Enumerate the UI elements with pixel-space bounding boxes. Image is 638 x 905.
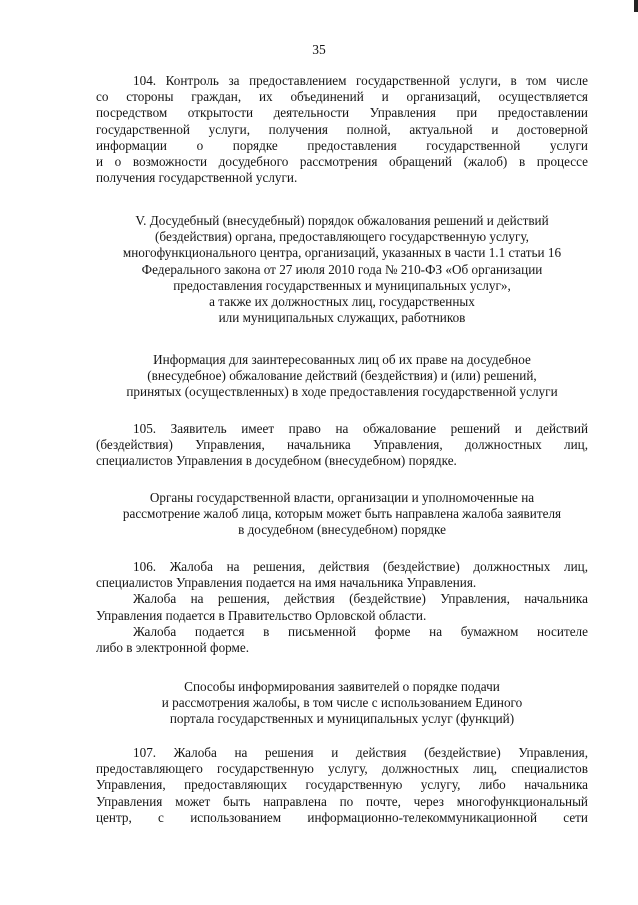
page-number: 35 xyxy=(312,42,326,57)
heading-line: многофункционального центра, организаций, указанных в части 1.1 статьи 16 xyxy=(122,245,562,261)
heading-line: и рассмотрения жалобы, в том числе с использованием Единого xyxy=(161,695,523,711)
info-heading xyxy=(96,352,588,401)
text-line: информации о порядке предоставления государственной услуги xyxy=(96,137,588,153)
heading-line: Органы государственной власти, организации и уполномоченные на xyxy=(149,490,535,505)
text-line: специалистов Управления в досудебном (внесудебном) порядке. xyxy=(96,453,457,469)
paragraph-105 xyxy=(96,421,588,470)
heading-line: Информация для заинтересованных лиц об их праве на досудебное xyxy=(153,352,531,367)
heading-line: а также их должностных лиц, государственных xyxy=(209,293,475,309)
text-line: получения государственной услуги. xyxy=(96,170,298,186)
paragraph-106 xyxy=(96,559,588,656)
heading-line: в досудебном (внесудебном) порядке xyxy=(238,522,446,538)
heading-line: предоставления государственных и муниципальных услуг», xyxy=(173,277,511,293)
methods-heading xyxy=(96,679,588,728)
text-line: и о возможности досудебного рассмотрения обращений (жалоб) в процессе xyxy=(96,153,588,169)
scan-artifact xyxy=(634,0,638,12)
heading-line: (внесудебное) обжалование действий (бездействия) и (или) решений, xyxy=(147,368,537,384)
text-line: Управления подается в Правительство Орловской области. xyxy=(96,607,427,623)
heading-line: (бездействия) органа, предоставляющего государственную услугу, xyxy=(155,229,529,245)
text-line: 105. Заявитель имеет право на обжалование решений и действий xyxy=(133,421,588,436)
text-line: 104. Контроль за предоставлением государственной услуги, в том числе xyxy=(133,73,588,88)
text-line: предоставляющего государственную услугу, должностных лиц, специалистов xyxy=(96,761,588,777)
heading-line: или муниципальных служащих, работников xyxy=(218,310,466,326)
heading-line: Способы информирования заявителей о порядке подачи xyxy=(184,679,500,694)
text-line: Жалоба подается в письменной форме на бумажном носителе xyxy=(133,623,588,639)
text-line: (бездействия) Управления, начальника Управления, должностных лиц, xyxy=(96,437,588,453)
paragraph-107 xyxy=(96,745,588,826)
heading-line: рассмотрение жалоб лица, которым может быть направлена жалоба заявителя xyxy=(122,506,562,522)
text-line: Управления, предоставляющих государственную услугу, либо начальника xyxy=(96,777,588,793)
text-line: Управления может быть направлена по почте, через многофункциональный xyxy=(96,793,588,809)
text-line: государственной услуги, получения полной, актуальной и достоверной xyxy=(96,121,588,137)
heading-line: принятых (осуществленных) в ходе предоставления государственной услуги xyxy=(126,384,558,400)
text-line: посредством открытости деятельности Управления при предоставлении xyxy=(96,105,588,121)
text-line: со стороны граждан, их объединений и организаций, осуществляется xyxy=(96,89,588,105)
section-v-heading xyxy=(96,213,588,326)
heading-line: V. Досудебный (внесудебный) порядок обжалования решений и действий xyxy=(135,213,549,228)
text-line: центр, с использованием информационно-телекоммуникационной сети xyxy=(96,809,588,825)
text-line: 107. Жалоба на решения и действия (бездействие) Управления, xyxy=(133,745,588,760)
bodies-heading xyxy=(96,490,588,539)
text-line: 106. Жалоба на решения, действия (бездействие) должностных лиц, xyxy=(133,559,588,574)
text-line: либо в электронной форме. xyxy=(96,639,250,655)
heading-line: Федерального закона от 27 июля 2010 года № 210-ФЗ «Об организации xyxy=(141,261,543,277)
text-line: Жалоба на решения, действия (бездействие) Управления, начальника xyxy=(133,591,588,607)
paragraph-104 xyxy=(96,73,588,186)
heading-line: портала государственных и муниципальных услуг (функций) xyxy=(169,711,515,727)
text-line: специалистов Управления подается на имя начальника Управления. xyxy=(96,575,477,591)
